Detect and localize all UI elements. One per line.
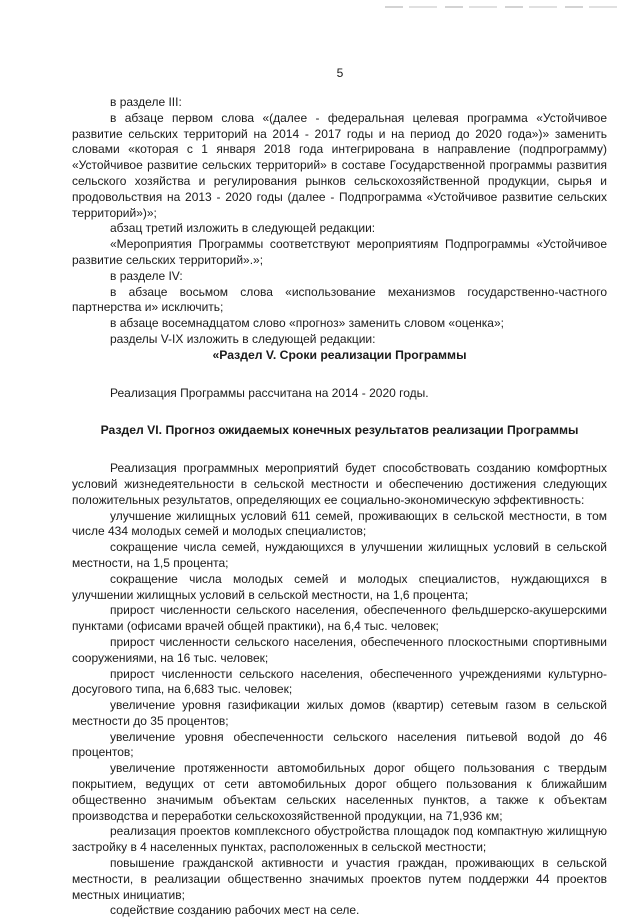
section-v-text: Реализация Программы рассчитана на 2014 - 2020 годы. xyxy=(110,385,429,400)
result-item: увеличение уровня обеспеченности сельского населения питьевой водой до 46 процентов; xyxy=(72,729,607,760)
result-item: увеличение протяженности автомобильных дорог общего пользования с твердым покрытием, ведущих от сети автомобильных дорог общего пользования к ближайшим общественно значимым объектам сельских населенных пунктов, а также к объектам производства и переработки сельскохозяйственной продукции, на 71,936 км; xyxy=(72,761,607,823)
paragraph: в разделе IV: xyxy=(110,268,183,283)
result-item: улучшение жилищных условий 611 семей, проживающих в сельской местности, в том числе 434 молодых семей и молодых специалистов; xyxy=(72,508,607,539)
result-item: прирост численности сельского населения, обеспеченного плоскостными спортивными сооружениями, на 16 тыс. человек; xyxy=(72,634,607,665)
paragraph: Реализация программных мероприятий будет способствовать созданию комфортных условий жизнедеятельности в сельской местности и обеспечению достижения следующих положительных результатов, определяющих ее социально-экономическую эффективность: xyxy=(72,461,607,507)
result-item: сокращение числа молодых семей и молодых специалистов, нуждающихся в улучшении жилищных условий в сельской местности, на 1,6 процента; xyxy=(72,571,607,602)
paragraph: разделы V-IX изложить в следующей редакции: xyxy=(110,331,376,346)
section-vi-heading: Раздел VI. Прогноз ожидаемых конечных результатов реализации Программы xyxy=(100,423,579,438)
result-item: прирост численности сельского населения, обеспеченного фельдшерско-акушерскими пунктами (офисами врачей общей практики), на 6,4 тыс. человек; xyxy=(72,603,607,634)
paragraph: абзац третий изложить в следующей редакции: xyxy=(110,221,376,236)
scan-artifact xyxy=(385,6,625,8)
result-item: повышение гражданской активности и участия граждан, проживающих в сельской местности, в реализации общественно значимых проектов путем поддержки 44 проектов местных инициатив; xyxy=(72,856,607,902)
section-v-heading: «Раздел V. Сроки реализации Программы xyxy=(212,347,467,362)
result-item: прирост численности сельского населения, обеспеченного учреждениями культурно-досугового типа, на 6,683 тыс. человек; xyxy=(72,666,607,697)
result-item: увеличение уровня газификации жилых домов (квартир) сетевым газом в сельской местности до 35 процентов; xyxy=(72,698,607,728)
paragraph: в абзаце восемнадцатом слово «прогноз» заменить словом «оценка»; xyxy=(110,316,504,331)
document-body xyxy=(72,95,607,919)
paragraph: в абзаце восьмом слова «использование механизмов государственно-частного партнерства и» исключить; xyxy=(72,284,607,315)
paragraph: в абзаце первом слова «(далее - федеральная целевая программа «Устойчивое развитие сельских территорий на 2014 - 2017 годы и на период до 2020 года»)» заменить словами «которая с 1 января 2018 года интегрирована в направление (подпрограмму) «Устойчивое развитие сельских территорий» в составе Государственной программы развития сельского хозяйства и регулирования рынков сельскохозяйственной продукции, сырья и продовольствия на 2013 - 2020 годы (далее - Подпрограмма «Устойчивое развитие сельских территорий»)»; xyxy=(72,110,607,220)
page-number: 5 xyxy=(336,66,344,80)
result-item: реализация проектов комплексного обустройства площадок под компактную жилищную застройку в 4 населенных пунктах, расположенных в сельской местности; xyxy=(72,824,607,855)
result-item: сокращение числа семей, нуждающихся в улучшении жилищных условий в сельской местности, на 1,5 процента; xyxy=(72,540,607,570)
paragraph: «Мероприятия Программы соответствуют мероприятиям Подпрограммы «Устойчивое развитие сельских территорий».»; xyxy=(72,237,607,267)
paragraph: в разделе III: xyxy=(110,95,182,109)
result-item: содействие созданию рабочих мест на селе. xyxy=(110,903,360,918)
